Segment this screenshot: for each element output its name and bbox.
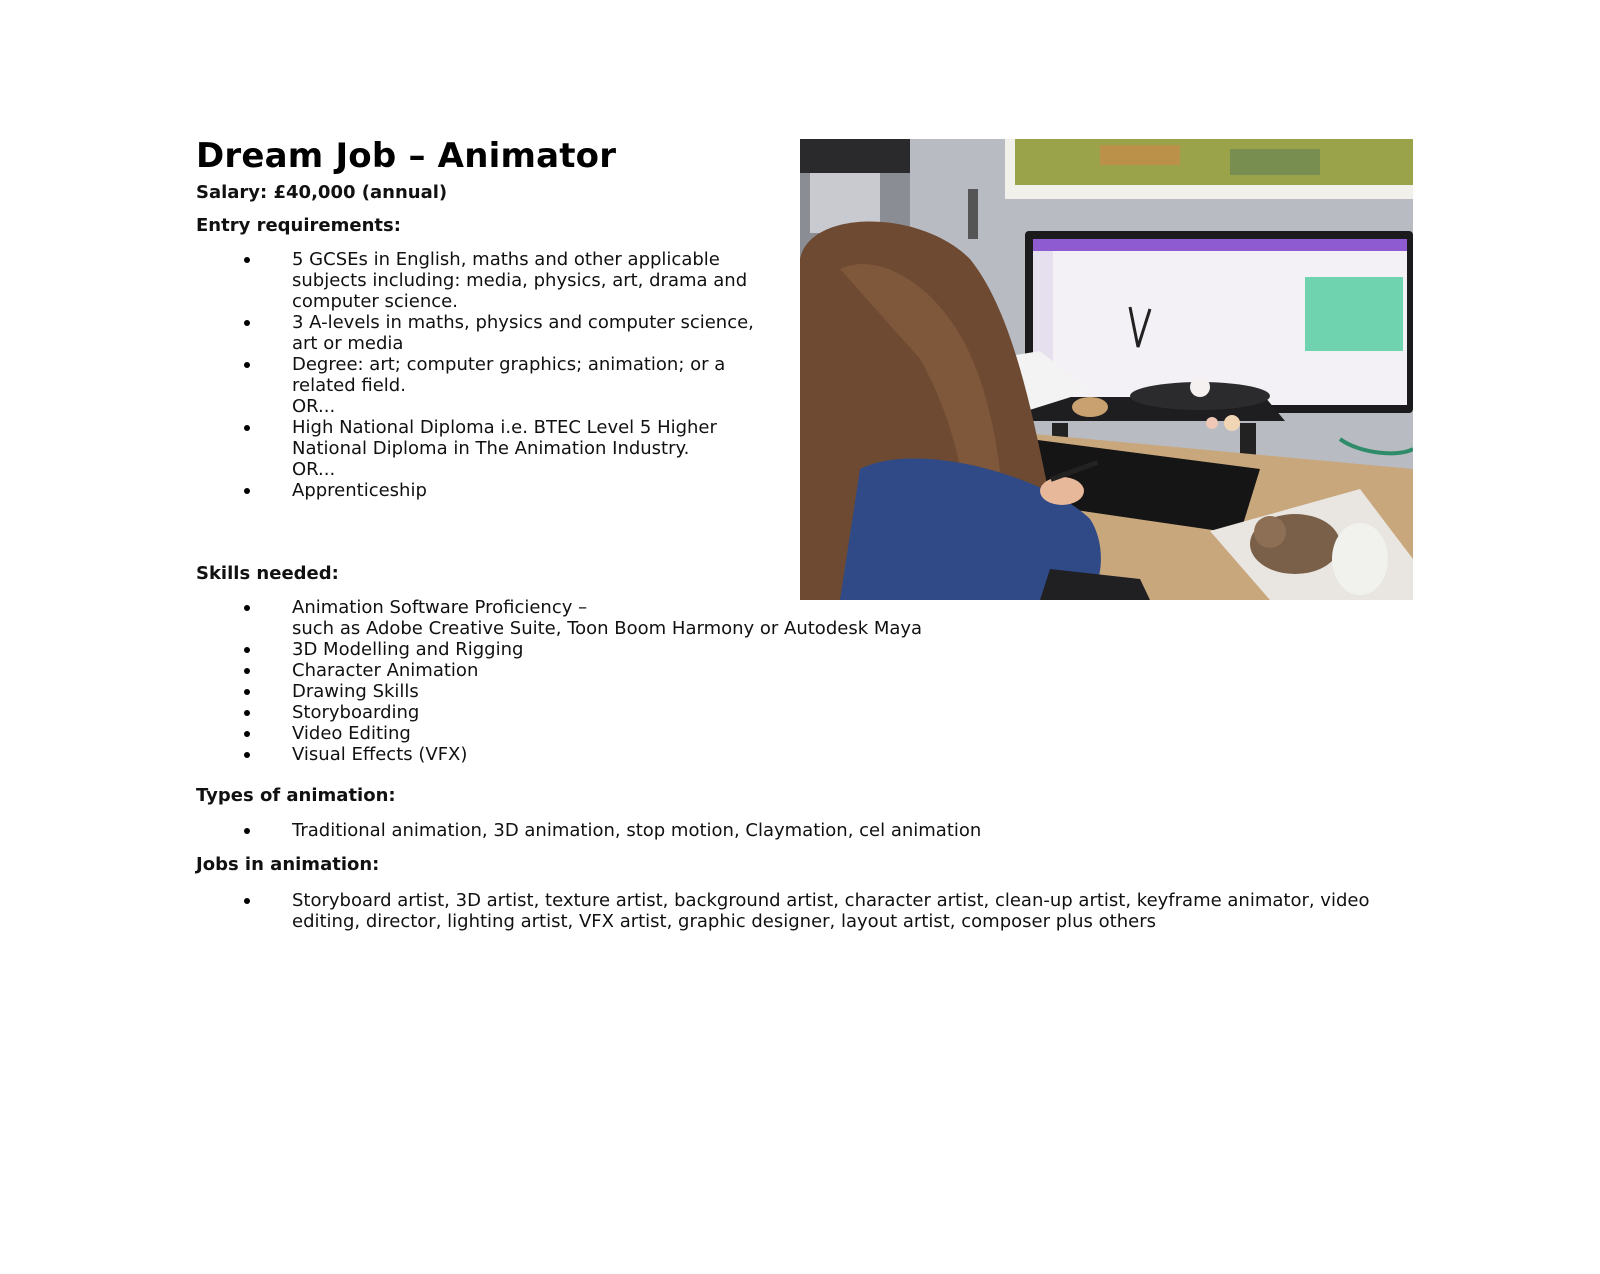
list-item: 5 GCSEs in English, maths and other applicable subjects including: media, physics, art, drama and computer science.: [244, 249, 774, 312]
skills-heading: Skills needed:: [196, 563, 339, 584]
entry-requirements-list: [244, 249, 774, 501]
jobs-heading: Jobs in animation:: [196, 854, 380, 875]
list-item: Character Animation: [244, 660, 1244, 681]
list-item: Storyboard artist, 3D artist, texture artist, background artist, character artist, clean-up artist, keyframe animator, video editing, director, lighting artist, VFX artist, graphic designer, layout artist, composer plus others: [244, 890, 1384, 932]
framed-painting: [1015, 139, 1413, 185]
skills-detail: such as Adobe Creative Suite, Toon Boom Harmony or Autodesk Maya: [292, 618, 923, 639]
types-heading: Types of animation:: [196, 785, 396, 806]
entry-requirements-heading: Entry requirements:: [196, 215, 401, 236]
list-item: 3D Modelling and Rigging: [244, 639, 1244, 660]
page-title: Dream Job – Animator: [196, 136, 617, 176]
list-item: Drawing Skills: [244, 681, 1244, 702]
skills-list: [244, 597, 1244, 765]
list-item: 3 A-levels in maths, physics and computer science, art or media: [244, 312, 774, 354]
list-item: Traditional animation, 3D animation, stop motion, Claymation, cel animation: [244, 820, 1384, 841]
list-item: Storyboarding: [244, 702, 1244, 723]
list-item: Apprenticeship: [244, 480, 774, 501]
or-label: OR...: [292, 396, 336, 417]
mouse-icon: [1332, 523, 1388, 595]
list-item: Animation Software Proficiency – such as Adobe Creative Suite, Toon Boom Harmony or Autodesk Maya: [244, 597, 1244, 639]
jobs-list: [244, 890, 1384, 932]
salary-line: Salary: £40,000 (annual): [196, 182, 448, 203]
list-item: Visual Effects (VFX): [244, 744, 1244, 765]
or-label: OR...: [292, 459, 336, 480]
list-item: Degree: art; computer graphics; animation; or a related field. OR...: [244, 354, 774, 417]
screen-panel: [1305, 277, 1403, 351]
list-item: Video Editing: [244, 723, 1244, 744]
animator-desk-photo: [800, 139, 1413, 600]
list-item: High National Diploma i.e. BTEC Level 5 Higher National Diploma in The Animation Industry. OR...: [244, 417, 774, 480]
types-list: [244, 820, 1384, 841]
